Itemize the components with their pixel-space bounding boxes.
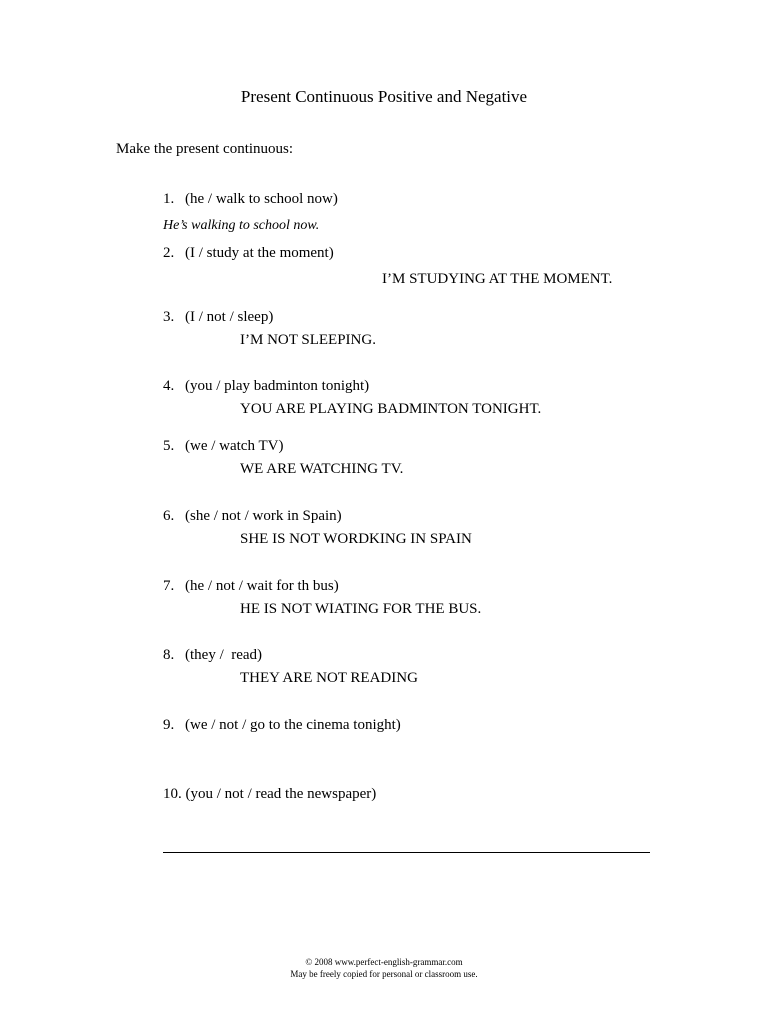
answer-8: THEY ARE NOT READING <box>240 670 418 686</box>
question-10 <box>163 786 376 803</box>
question-2 <box>163 245 334 262</box>
question-9 <box>163 717 401 734</box>
question-prompt: (we / watch TV) <box>185 438 284 454</box>
page-title: Present Continuous Positive and Negative <box>240 87 528 106</box>
question-6 <box>163 508 342 525</box>
question-number: 7. <box>163 578 175 594</box>
footer-license: May be freely copied for personal or classroom use. <box>290 969 478 979</box>
question-number: 4. <box>163 378 175 394</box>
question-number: 6. <box>163 508 175 524</box>
question-number: 3. <box>163 309 175 325</box>
question-number: 9. <box>163 717 175 733</box>
answer-5: WE ARE WATCHING TV. <box>240 461 404 477</box>
question-7 <box>163 578 339 595</box>
question-number: 10. <box>163 786 182 802</box>
question-prompt: (I / study at the moment) <box>185 245 334 261</box>
question-prompt: (you / play badminton tonight) <box>185 378 370 394</box>
question-4 <box>163 378 369 395</box>
question-number: 8. <box>163 647 175 663</box>
question-5 <box>163 438 283 455</box>
question-1 <box>163 191 338 208</box>
answer-3: I’M NOT SLEEPING. <box>240 332 376 348</box>
answer-2: I’M STUDYING AT THE MOMENT. <box>382 271 613 287</box>
question-8 <box>163 647 262 664</box>
question-prompt: (you / not / read the newspaper) <box>185 786 377 802</box>
question-number: 2. <box>163 245 175 261</box>
question-prompt: (he / not / wait for th bus) <box>185 578 339 594</box>
footer-copyright: © 2008 www.perfect-english-grammar.com <box>305 957 463 967</box>
question-3 <box>163 309 273 326</box>
instruction-text: Make the present continuous: <box>116 141 294 157</box>
question-number: 5. <box>163 438 175 454</box>
question-prompt: (I / not / sleep) <box>185 309 274 325</box>
example-answer: He’s walking to school now. <box>163 218 320 233</box>
question-number: 1. <box>163 191 175 207</box>
question-prompt: (he / walk to school now) <box>185 191 338 207</box>
answer-4: YOU ARE PLAYING BADMINTON TONIGHT. <box>240 401 542 417</box>
question-prompt: (we / not / go to the cinema tonight) <box>185 717 401 733</box>
question-prompt: (she / not / work in Spain) <box>185 508 342 524</box>
answer-line-10 <box>163 852 650 853</box>
answer-6: SHE IS NOT WORDKING IN SPAIN <box>240 531 472 547</box>
answer-7: HE IS NOT WIATING FOR THE BUS. <box>240 601 482 617</box>
question-prompt: (they / read) <box>185 647 263 663</box>
